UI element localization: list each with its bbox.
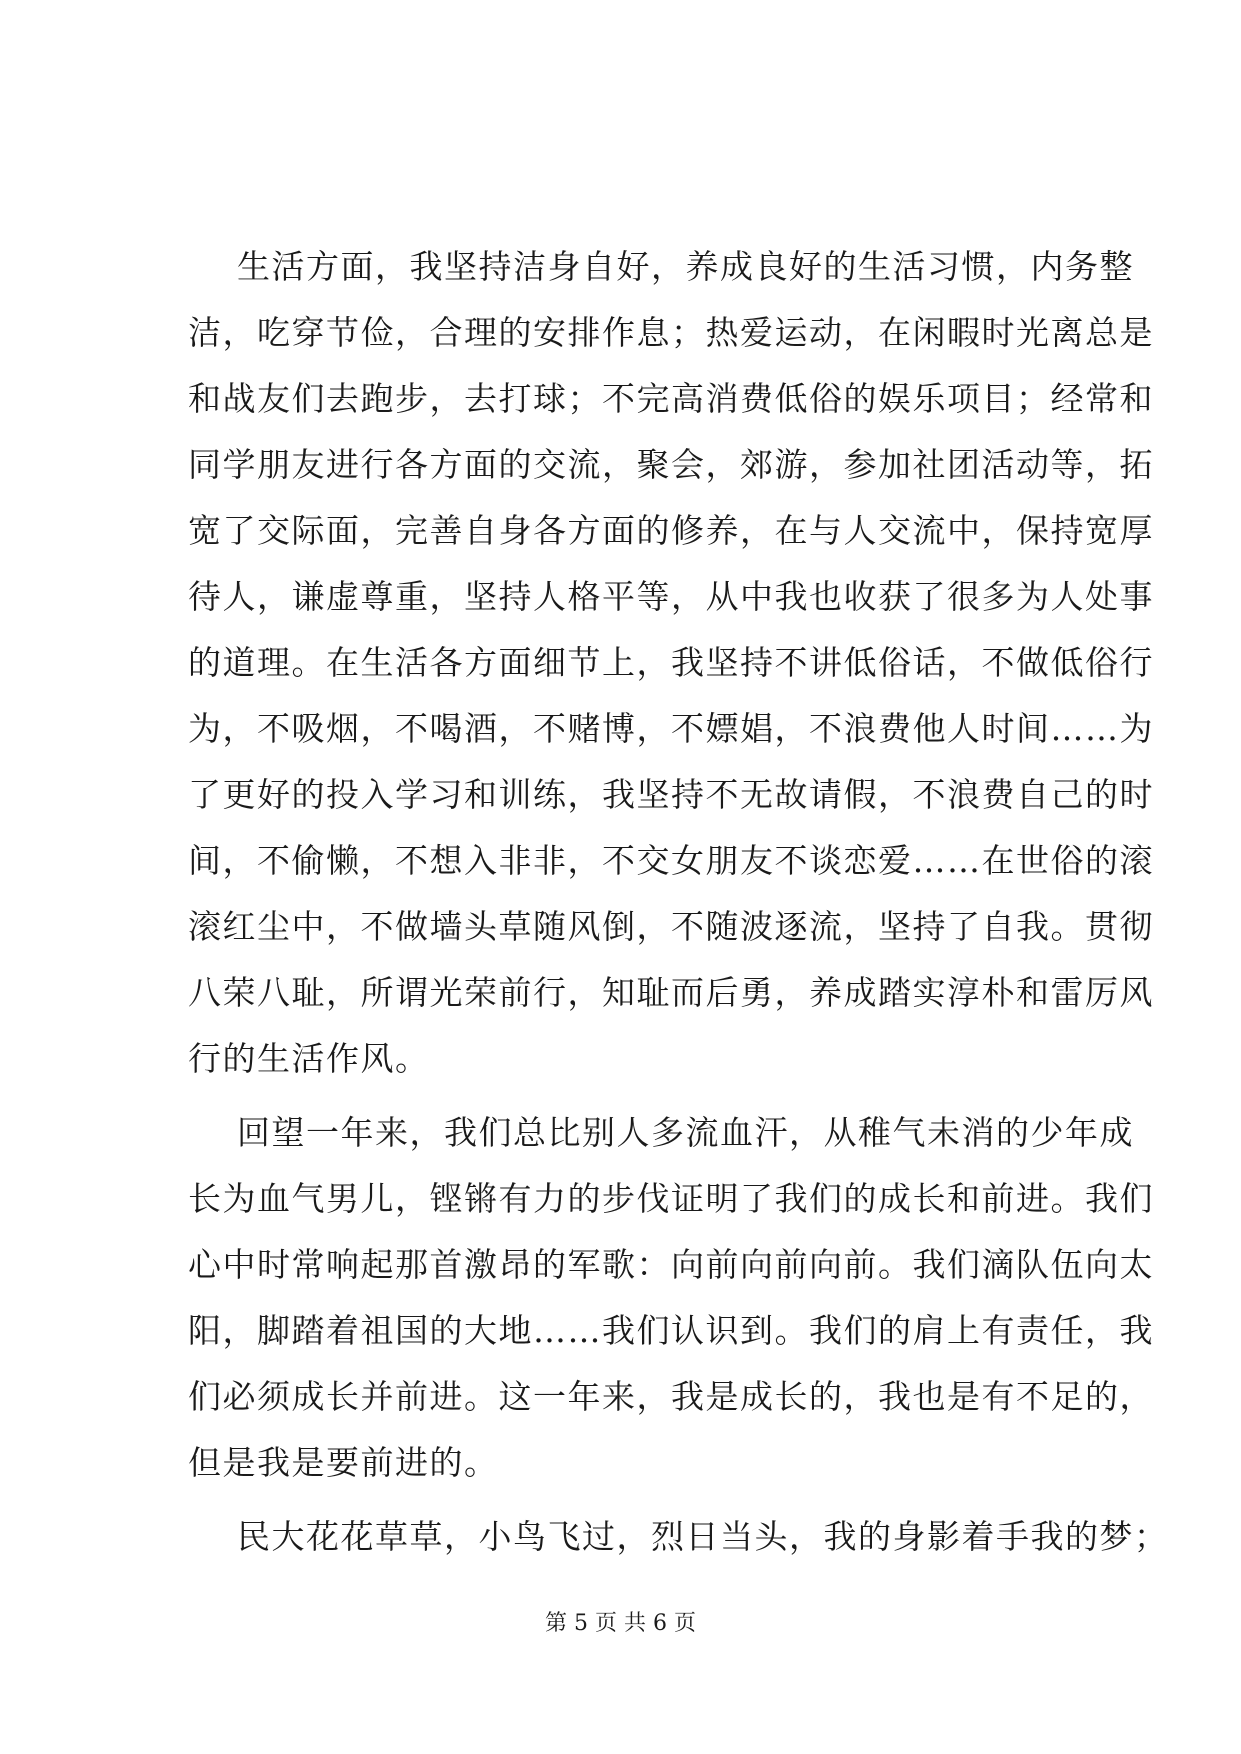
paragraph-line: 但是我是要前进的。 [188,1443,499,1482]
paragraph-line: 间，不偷懒，不想入非非，不交女朋友不谈恋爱……在世俗的滚 [188,841,1154,880]
paragraph-retrospect [188,1100,1154,1496]
paragraph-line: 八荣八耻，所谓光荣前行，知耻而后勇，养成踏实淳朴和雷厉风 [188,973,1154,1012]
paragraph-life [188,234,1154,1092]
paragraph-line: 们必须成长并前进。这一年来，我是成长的，我也是有不足的， [188,1377,1154,1416]
paragraph-line: 为，不吸烟，不喝酒，不赌博，不嫖娼，不浪费他人时间……为 [188,709,1154,748]
paragraph-line: 民大花花草草，小鸟飞过，烈日当头，我的身影着手我的梦； [237,1517,1169,1556]
paragraph-line: 阳，脚踏着祖国的大地……我们认识到。我们的肩上有责任，我 [188,1311,1154,1350]
paragraph-line: 了更好的投入学习和训练，我坚持不无故请假，不浪费自己的时 [188,775,1154,814]
paragraph-line: 和战友们去跑步，去打球；不完高消费低俗的娱乐项目；经常和 [188,379,1154,418]
paragraph-line: 同学朋友进行各方面的交流，聚会，郊游，参加社团活动等，拓 [188,445,1154,484]
paragraph-line: 生活方面，我坚持洁身自好，养成良好的生活习惯，内务整 [237,247,1134,286]
paragraph-line: 宽了交际面，完善自身各方面的修养，在与人交流中，保持宽厚 [188,511,1154,550]
paragraph-campus [188,1504,1169,1570]
document-body [188,234,1169,1570]
paragraph-line: 行的生活作风。 [188,1039,430,1078]
paragraph-line: 待人，谦虚尊重，坚持人格平等，从中我也收获了很多为人处事 [188,577,1154,616]
page-number-footer: 第 5 页 共 6 页 [545,1611,696,1636]
paragraph-line: 长为血气男儿，铿锵有力的步伐证明了我们的成长和前进。我们 [188,1179,1154,1218]
paragraph-line: 心中时常响起那首激昂的军歌：向前向前向前。我们滴队伍向太 [188,1245,1154,1284]
paragraph-line: 滚红尘中，不做墙头草随风倒，不随波逐流，坚持了自我。贯彻 [188,907,1154,946]
paragraph-line: 洁，吃穿节俭，合理的安排作息；热爱运动，在闲暇时光离总是 [188,313,1154,352]
paragraph-line: 的道理。在生活各方面细节上，我坚持不讲低俗话，不做低俗行 [188,643,1154,682]
paragraph-line: 回望一年来，我们总比别人多流血汗，从稚气未消的少年成 [237,1113,1134,1152]
